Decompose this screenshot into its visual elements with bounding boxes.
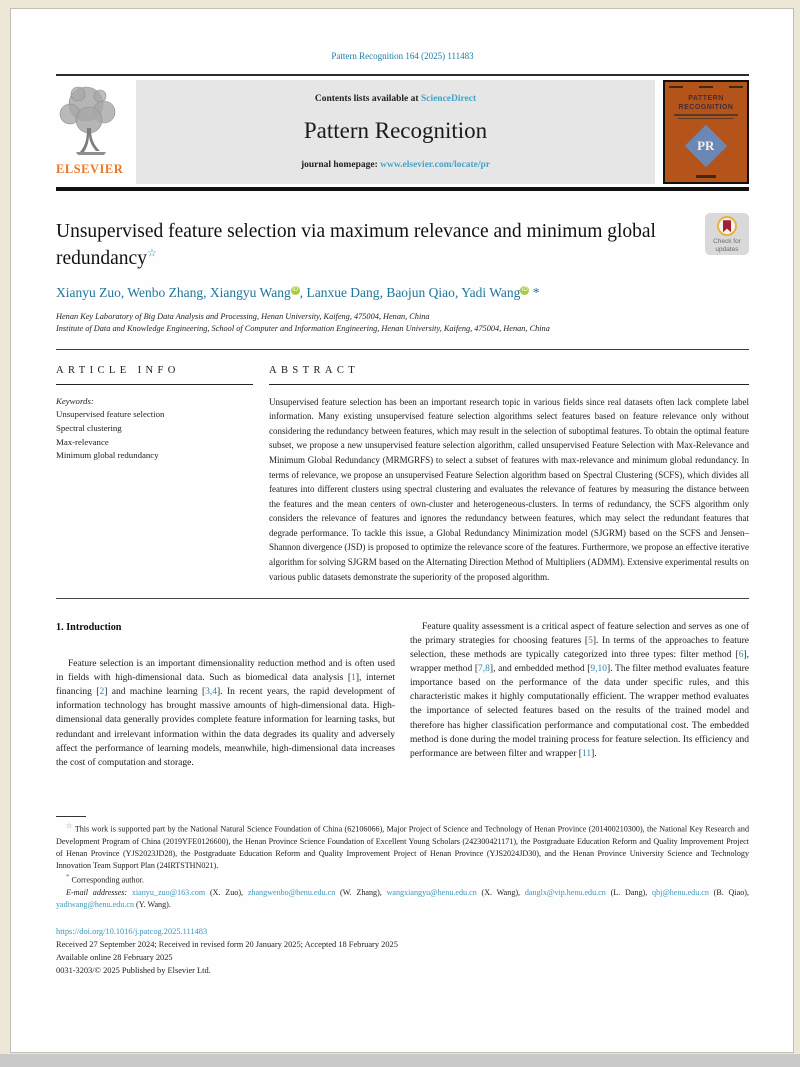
author-list: Xianyu Zuo, Wenbo Zhang, Xiangyu Wang iD , Lanxue Dang, Baojun Qiao, Yadi Wang iD *	[56, 284, 540, 300]
viewer-bottom-bar	[0, 1054, 800, 1067]
intro-paragraph: Feature selection is an important dimensionality reduction method and is often used in fields with high-dimensional data. Such as biomedical data analysis [1], internet financing [2] and machine learning [3,4]. In recent years, the rapid development of information technology has brought massive amounts of high-dimensional data. High-dimensional data generally provides complete feature information for learning tasks, but redundant and irrelevant information within the data degrades its quality and adversely affect the performance of learning models, meanwhile, high-dimensional data increases the cost of computation and storage.	[56, 659, 395, 768]
received-dates-line: Received 27 September 2024; Received in revised form 20 January 2025; Accepted 18 February 2025	[56, 940, 398, 950]
footnote-star-mark: ☆	[66, 821, 73, 830]
abstract-heading: ABSTRACT	[269, 364, 360, 376]
contents-prefix: Contents lists available at	[314, 94, 421, 104]
footnote-rule	[56, 816, 86, 817]
author: Yadi Wang	[461, 284, 521, 300]
keywords-block	[56, 395, 253, 463]
check-for-updates-badge[interactable]: Check for updates	[705, 213, 749, 255]
journal-title: Pattern Recognition	[303, 118, 488, 143]
author: Xianyu Zuo	[56, 284, 121, 300]
doi-link[interactable]: https://doi.org/10.1016/j.patcog.2025.111483	[56, 927, 208, 937]
affiliation-line: Institute of Data and Knowledge Engineering, School of Computer and Information Engineering, Henan University, Kaifeng, 475004, Henan, China	[56, 324, 550, 334]
pr-diamond-logo: PR	[685, 125, 727, 167]
email-link[interactable]: qbj@henu.edu.cn	[652, 887, 709, 897]
contents-line	[146, 94, 645, 104]
corresponding-author-note: * Corresponding author.	[66, 872, 144, 885]
introduction-heading: 1. Introduction	[56, 622, 122, 634]
journal-banner	[136, 80, 655, 184]
paper-page	[10, 8, 794, 1053]
elsevier-logo	[56, 80, 128, 184]
homepage-link[interactable]: www.elsevier.com/locate/pr	[380, 160, 491, 170]
email-label: E-mail addresses:	[66, 887, 128, 897]
homepage-line	[146, 160, 645, 170]
orcid-icon[interactable]: iD	[292, 287, 299, 294]
funding-footnote: ☆ This work is supported part by the National Natural Science Foundation of China (62106066), Major Project of Science and Technology of Henan Province (201400210300), the National Key Research and Development Program of China (2019YFE0126600), the Henan Province Science Foundation of Excellent Young Scholars (242300421171), the Postgraduate Education Reform and Quality Improvement Project of Henan Province (YJS2023JD28), the Postgraduate Education Reform and Quality Improvement Project of Henan Province (YJS2024JD30), and the Henan Province University Science and Technology Innovation Team Support Plan (24IRTSTHN021).	[56, 821, 749, 870]
email-link[interactable]: yadiwang@henu.edu.cn	[56, 899, 135, 909]
intro-right-column	[410, 620, 749, 769]
email-addresses-line: E-mail addresses: xianyu_zuo@163.com (X. Zuo), zhangwenbo@henu.edu.cn (W. Zhang), wangxiangyu@henu.edu.cn (X. Wang), danglx@vip.henu.edu.cn (L. Dang), qbj@henu.edu.cn (B. Qiao), yadiwang@henu.edu.cn (Y. Wang).	[56, 887, 750, 909]
homepage-prefix: journal homepage:	[300, 160, 381, 170]
keywords-label: Keywords:	[56, 395, 94, 406]
journal-header	[56, 80, 749, 184]
keyword: Spectral clustering	[56, 422, 122, 433]
section-divider-rule	[56, 349, 749, 350]
abstract-text: Unsupervised feature selection has been an important research topic in various fields since real datasets often lack complete label information. Many existing unsupervised feature selection algorithms select features based on feature relevance only without considering the redundancy between features, which may result in the selection of suboptimal features. To obtain the optimal feature subset, we propose a new unsupervised feature selection algorithm, called unsupervised Feature Selection with Max-Relevance and Minimum Global Redundancy (MRMGRFS) to select a subset of features with max-relevance and minimum global redundancy. In terms of relevance, we propose an unsupervised Feature Selection algorithm based on Spectral Clustering (SCFS), which divides all features into different clusters using spectral clustering and evaluates the relevance of features by measuring the distance between the features and the mean centers of own-cluster and heterogeneous-clusters. In terms of redundancy, the SCFS algorithm only considers the relevance of features and ignores the redundancy between features, which may select the redundant features that degrade performance. To tackle this issue, a Global Redundancy Minimization model (SJGRM) based on the SCFS and Jensen–Shannon divergence (JSD) is proposed to optimize the relevance score of the features. Furthermore, we propose an effective iterative algorithm for solving SJGRM based on the Alternating Direction Method of Multipliers (ADMM). Extensive experimental results on various public datasets demonstrate the superiority of the proposed algorithm.	[269, 396, 749, 582]
elsevier-wordmark: ELSEVIER	[56, 162, 124, 176]
keyword: Minimum global redundancy	[56, 450, 159, 461]
intro-paragraph: Feature quality assessment is a critical aspect of feature selection and serves as one of the primary strategies for choosing features [5]. In terms of the approaches to feature selection, these methods are typically categorized into three types: filter method [6], wrapper method [7,8], and embedded method [9,10]. The filter method evaluates feature importance based on the performance of the data under specific rules, and this characteristic makes it highly computationally efficient. The wrapper method evaluates the importance of selected features based on the results of the trained model and therefore has higher classification performance and computational cost. The embedded method is done during the model training process for feature selection. Its efficiency and performance are between filter and wrapper [11].	[410, 622, 749, 759]
abstract-column	[269, 365, 749, 585]
article-info-heading: ARTICLE INFO	[56, 364, 180, 376]
email-link[interactable]: wangxiangyu@henu.edu.cn	[386, 887, 477, 897]
cover-footer-bar	[696, 175, 716, 178]
author: Baojun Qiao	[386, 284, 455, 300]
email-link[interactable]: danglx@vip.henu.edu.cn	[524, 887, 606, 897]
abstract-rule	[269, 384, 749, 385]
corresponding-author-mark: *	[529, 284, 540, 300]
cover-text-bar	[674, 114, 738, 116]
crossmark-icon	[717, 216, 737, 236]
journal-cover-thumbnail	[663, 80, 749, 184]
journal-citation-line: Pattern Recognition 164 (2025) 111483	[331, 51, 474, 61]
affiliation-line: Henan Key Laboratory of Big Data Analysis and Processing, Henan University, Kaifeng, 475004, Henan, China	[56, 311, 430, 321]
author: Xiangyu Wang	[209, 284, 291, 300]
title-footnote-mark: ☆	[146, 247, 157, 259]
keyword: Max-relevance	[56, 436, 109, 447]
intro-left-column	[56, 620, 395, 769]
asterisk-mark: *	[66, 872, 70, 881]
header-bottom-rule	[56, 187, 749, 191]
header-top-rule	[56, 74, 749, 76]
orcid-icon[interactable]: iD	[522, 287, 528, 294]
article-info-rule	[56, 384, 253, 385]
elsevier-tree-icon	[56, 82, 122, 164]
article-title: Unsupervised feature selection via maximum relevance and minimum global redundancy☆	[56, 221, 656, 269]
keyword: Unsupervised feature selection	[56, 409, 165, 420]
email-link[interactable]: xianyu_zuo@163.com	[131, 887, 206, 897]
issn-copyright-line: 0031-3203/© 2025 Published by Elsevier Ltd.	[56, 966, 211, 976]
author: Wenbo Zhang	[127, 284, 204, 300]
available-online-line: Available online 28 February 2025	[56, 953, 173, 963]
author: Lanxue Dang	[306, 284, 380, 300]
cover-header-bars	[669, 86, 743, 88]
email-link[interactable]: zhangwenbo@henu.edu.cn	[247, 887, 336, 897]
affiliations	[56, 311, 749, 336]
article-info-column	[56, 365, 269, 585]
cover-journal-title: PATTERN RECOGNITION	[678, 95, 734, 112]
abstract-bottom-rule	[56, 598, 749, 599]
publication-dates-block	[56, 925, 749, 977]
sciencedirect-link[interactable]: ScienceDirect	[420, 94, 477, 104]
cover-text-bar	[678, 118, 734, 120]
footnote-block	[56, 816, 749, 911]
